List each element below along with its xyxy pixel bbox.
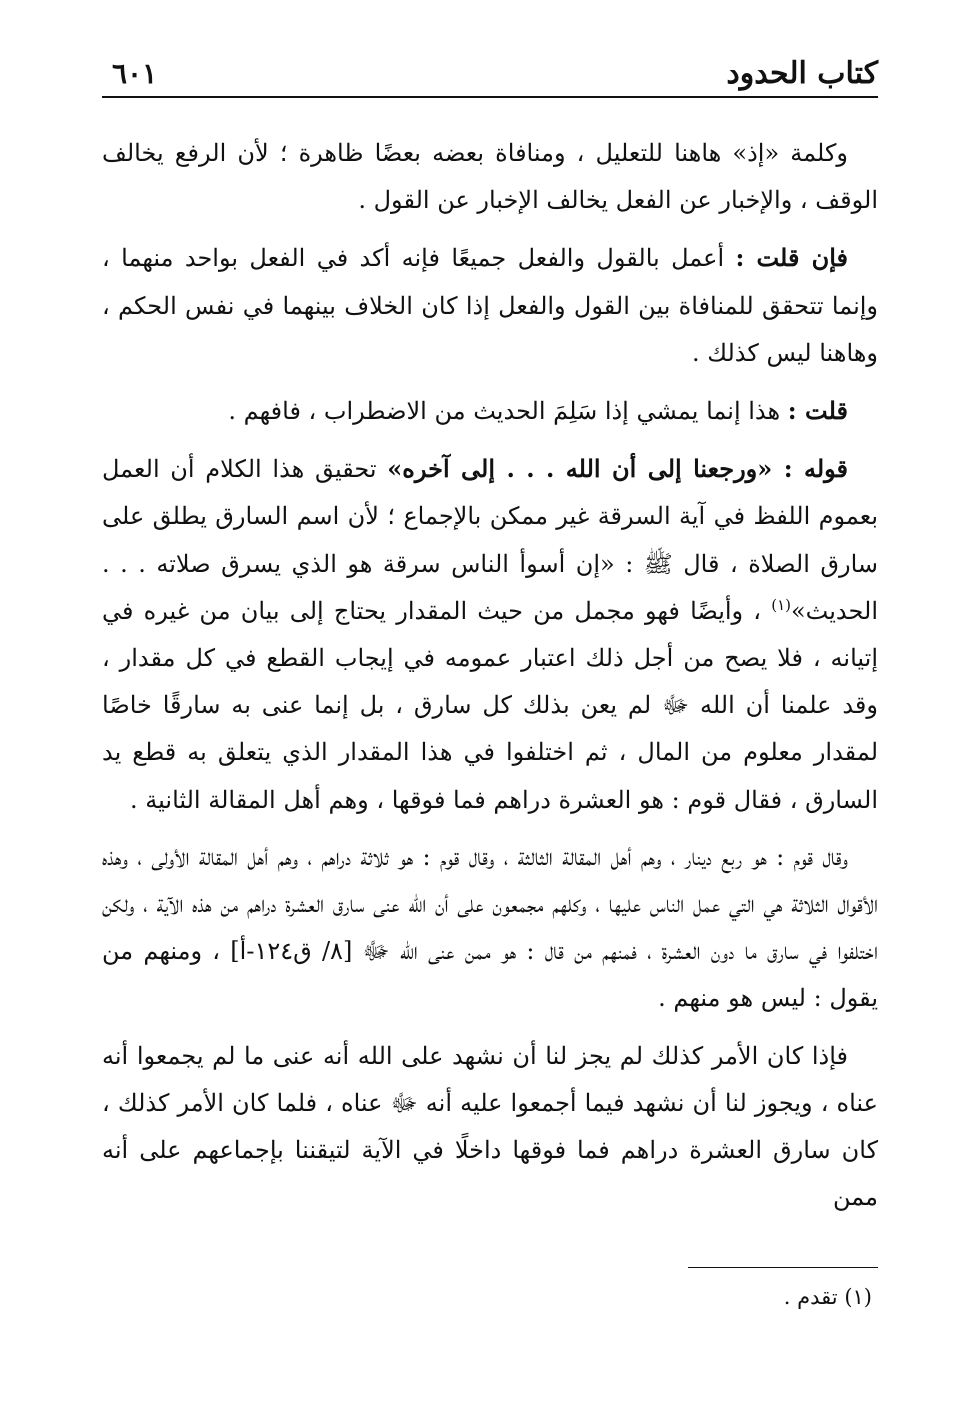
paragraph <box>102 1033 878 1222</box>
paragraph-text: وقال قوم : هو ربع دينار ، وهم أهل المقالة الثالثة ، وقال قوم : هو ثلاثة دراهم ، وهم أهل المقالة الأولى ، وهذه الأقوال الثلاثة هي التي عمل الناس عليها ، وكلهم مجمعون على أن الله عنى سارق العشرة دراهم من هذه الآية ، ولكن اختلفوا في سارق ما دون العشرة ، فمنهم من قال : هو ممن عنى الله ﷻ [٨/ ق١٢٤-أ] ، ومنهم من يقول : ليس هو منهم . <box>102 842 878 1013</box>
paragraph <box>102 387 878 435</box>
paragraph-text: هذا إنما يمشي إذا سَلِمَ الحديث من الاضطراب ، فافهم . <box>228 397 788 426</box>
paragraph-text-continued: ، وأيضًا فهو مجمل من حيث المقدار يحتاج إلى بيان من غيره في إتيانه ، فلا يصح من أجل ذلك اعتبار عمومه في إيجاب القطع في كل مقدار ، وقد علمنا أن الله ﷻ لم يعن بذلك كل سارق ، بل إنما عنى به سارقًا خاصًا لمقدار معلوم من المال ، ثم اختلفوا في هذا المقدار الذي يتعلق به قطع يد السارق ، فقال قوم : هو العشرة دراهم فما فوقها ، وهم أهل المقالة الثانية . <box>102 596 879 814</box>
book-page <box>102 50 879 1309</box>
paragraph <box>102 445 878 824</box>
footnote-reference[interactable]: (١) <box>771 595 791 614</box>
paragraph-text: وكلمة «إذ» هاهنا للتعليل ، ومنافاة بعضه بعضًا ظاهرة ؛ لأن الرفع يخالف الوقف ، والإخبار عن الفعل يخالف الإخبار عن القول . <box>102 139 878 215</box>
paragraph-lead: قلت : <box>787 396 848 426</box>
main-text <box>102 130 878 1221</box>
paragraph-text: أعمل بالقول والفعل جميعًا فإنه أكد في الفعل بواحد منهما ، وإنما تتحقق للمنافاة بين القول والفعل إذا كان الخلاف بينهما في نفس الحكم ، وهاهنا ليس كذلك . <box>102 244 879 367</box>
paragraph-lead: قوله : <box>783 454 849 484</box>
paragraph-text: تحقيق هذا الكلام أن العمل بعموم اللفظ في آية السرقة غير ممكن بالإجماع ؛ لأن اسم السارق يطلق على سارق الصلاة ، قال ﷺ : «إن أسوأ الناس سرقة هو الذي يسرق صلاته . . . الحديث» <box>102 455 879 625</box>
paragraph-text: فإذا كان الأمر كذلك لم يجز لنا أن نشهد على الله أنه عنى ما لم يجمعوا أنه عناه ، ويجوز لنا أن نشهد فيما أجمعوا عليه أنه ﷻ عناه ، فلما كان الأمر كذلك ، كان سارق العشرة دراهم فما فوقها داخلًا في الآية لتيقننا بإجماعهم على أنه ممن <box>102 1041 878 1212</box>
page-number: ٦٠١ <box>112 57 158 90</box>
footnote-divider <box>688 1267 878 1268</box>
running-title: كتاب الحدود <box>726 56 878 91</box>
page-header <box>102 50 878 98</box>
paragraph <box>102 234 878 377</box>
footnote: (١) تقدم . <box>783 1285 872 1309</box>
paragraph-lead: فإن قلت : <box>735 243 848 273</box>
paragraph <box>102 834 878 1023</box>
quoted-phrase: «ورجعنا إلى أن الله . . . إلى آخره» <box>387 454 784 484</box>
paragraph <box>102 130 878 224</box>
